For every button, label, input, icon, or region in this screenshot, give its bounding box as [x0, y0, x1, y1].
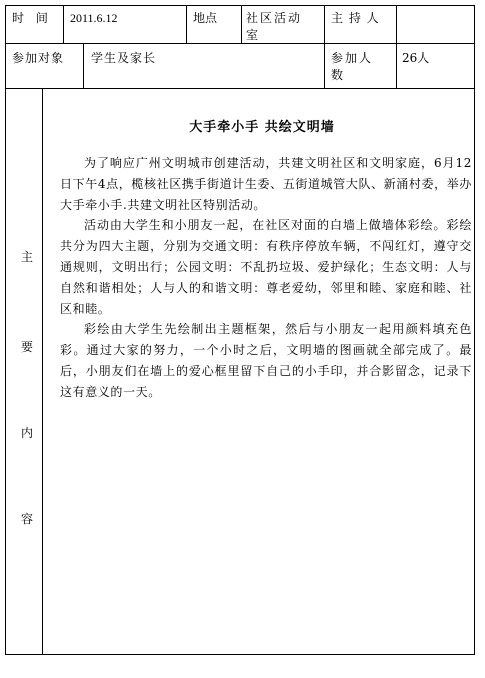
- record-table: [5, 5, 475, 655]
- side-label-char-4: 容: [20, 512, 33, 526]
- side-label-char-2: 要: [20, 340, 33, 354]
- object-value: 学生及家长: [91, 51, 157, 65]
- row-divider-1: [6, 43, 474, 44]
- col-divider-r1-d: [324, 6, 325, 43]
- col-divider-r2-a: [83, 43, 84, 88]
- side-label-char-1: 主: [20, 250, 33, 264]
- count-label: 参加人数: [331, 51, 374, 82]
- count-value: 26人: [402, 51, 430, 65]
- place-value: 社区活动室: [246, 11, 303, 42]
- content-paragraph-1: 为了响应广州文明城市创建活动，共建文明社区和文明家庭，6月12日下午4点，榄核社区携手街道计生委、五街道城管大队、新涌村委，举办大手牵小手.共建文明社区特别活动。: [60, 156, 472, 212]
- content-paragraph-3: 彩绘由大学生先绘制出主题框架，然后与小朋友一起用颜料填充色彩。通过大家的努力，一个小时之后，文明墙的图画就全部完成了。最后，小朋友们在墙上的爱心框里留下自己的小手印，并合影留念，记录下这有意义的一天。: [60, 322, 472, 399]
- time-value: 2011.6.12: [70, 11, 118, 25]
- object-label: 参加对象: [12, 51, 65, 65]
- col-divider-r1-a: [63, 6, 64, 43]
- place-label: 地点: [193, 11, 218, 25]
- host-label: 主 持 人: [331, 11, 380, 25]
- content-body: [60, 153, 472, 403]
- content-paragraph-2: 活动由大学生和小朋友一起，在社区对面的白墙上做墙体彩绘。彩绘共分为四大主题，分别为交通文明：有秩序停放车辆，不闯红灯，遵守交通规则，文明出行；公园文明：不乱扔垃圾、爱护绿化；生态文明：人与自然和谐相处；人与人的和谐文明：尊老爱幼，邻里和睦、家庭和睦、社区和睦。: [60, 218, 472, 316]
- side-label-char-3: 内: [20, 426, 33, 440]
- col-divider-r1-c: [241, 6, 242, 43]
- time-label: 时 间: [12, 11, 52, 25]
- col-divider-r2-c: [396, 43, 397, 88]
- col-divider-body: [42, 88, 43, 654]
- col-divider-r2-b: [324, 43, 325, 88]
- content-title: 大手牵小手 共绘文明墙: [189, 120, 335, 135]
- col-divider-r1-e: [396, 6, 397, 43]
- row-divider-2: [6, 88, 474, 89]
- col-divider-r1-b: [186, 6, 187, 43]
